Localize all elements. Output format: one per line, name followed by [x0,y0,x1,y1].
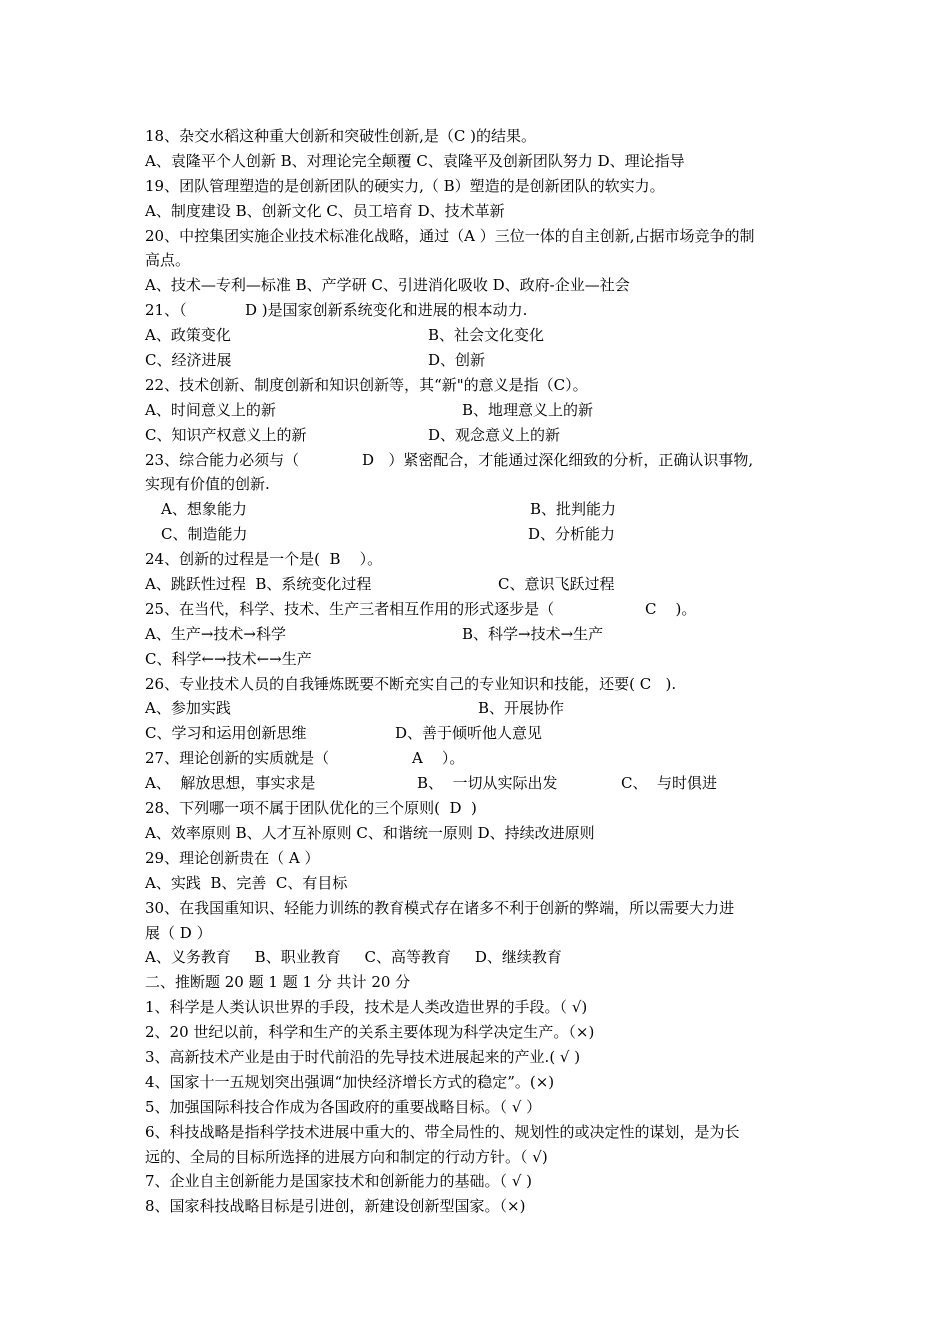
line-text: C、制造能力 [161,525,248,544]
text-line [145,1194,825,1219]
line-text: 30、在我国重知识、轻能力训练的教育模式存在诸多不利于创新的弊端，所以需要大力进 [145,898,735,917]
line-text: A、技术—专利—标准 B、产学研 C、引进消化吸收 D、政府-企业—社会 [145,276,630,295]
line-text: 27、理论创新的实质就是（ [145,749,330,768]
line-column-text: B、开展协作 [478,699,565,718]
line-text: A、实践 B、完善 C、有目标 [145,873,348,892]
line-text: 24、创新的过程是一个是( B ）。 [145,550,383,569]
text-line [145,746,825,771]
line-text: A、制度建设 B、创新文化 C、员工培育 D、技术革新 [145,201,505,220]
text-line [145,871,825,896]
line-text: 实现有价值的创新. [145,475,270,494]
text-line [145,771,825,796]
text-line [145,945,825,970]
line-text: 4、国家十一五规划突出强调“加快经济增长方式的稳定”。(×) [145,1072,555,1091]
text-line [145,622,825,647]
text-line [145,373,825,398]
text-line [145,248,825,273]
text-line [145,647,825,672]
line-column-text: D ）紧密配合，才能通过深化细致的分析，正确认识事物, [362,450,754,469]
line-text: 1、科学是人类认识世界的手段，技术是人类改造世界的手段。（ √) [145,998,588,1017]
line-text: C、知识产权意义上的新 [145,425,307,444]
line-text: A、效率原则 B、人才互补原则 C、和谐统一原则 D、持续改进原则 [145,823,595,842]
line-text: 21、（ [145,301,187,320]
text-line [145,149,825,174]
text-line [145,1020,825,1045]
text-line [145,896,825,921]
text-line [145,423,825,448]
line-column-text: C、意识飞跃过程 [498,575,615,594]
line-text: 6、科技战略是指科学技术进展中重大的、带全局性的、规划性的或决定性的谋划，是为长 [145,1122,740,1141]
text-line [145,323,825,348]
line-text: 7、企业自主创新能力是国家技术和创新能力的基础。（ √ ) [145,1172,532,1191]
line-text: 28、下列哪一项不属于团队优化的三个原则( D ) [145,799,477,818]
text-line [145,224,825,249]
text-line [145,1169,825,1194]
line-text: 3、高新技术产业是由于时代前沿的先导技术进展起来的产业.( √ ) [145,1047,581,1066]
line-text: 22、技术创新、制度创新和知识创新等，其“新"的意义是指（C）。 [145,375,588,394]
line-column-text: D、创新 [428,351,486,370]
line-text: 高点。 [145,251,191,270]
line-text: 18、杂交水稻这种重大创新和突破性创新,是（C )的结果。 [145,127,536,145]
text-line [145,597,825,622]
line-column-text: B、批判能力 [530,500,617,519]
line-text: 20、中控集团实施企业技术标准化战略，通过（A ）三位一体的自主创新,占据市场竞争的制 [145,226,755,245]
text-line [145,1120,825,1145]
text-line [145,1070,825,1095]
line-text: 2、20 世纪以前，科学和生产的关系主要体现为科学决定生产。（×) [145,1023,595,1042]
line-text: C、科学←→技术←→生产 [145,649,312,668]
line-column-text: B、科学→技术→生产 [462,624,604,643]
text-line [145,199,825,224]
line-column-text: D )是国家创新系统变化和进展的根本动力. [245,301,528,320]
line-column-text: D、善于倾听他人意见 [395,724,543,743]
line-column-text: C )。 [645,599,697,618]
line-column-text: B、地理意义上的新 [462,400,594,419]
text-line [145,398,825,423]
line-text: 25、在当代，科学、技术、生产三者相互作用的形式逐步是（ [145,599,555,618]
text-line [145,497,825,522]
line-column-text: B、社会文化变化 [428,326,545,345]
line-text: A、时间意义上的新 [145,400,276,419]
line-text: 展（ D ） [145,923,212,942]
line-text: A、跳跃性过程 B、系统变化过程 [145,575,372,594]
text-line [145,174,825,199]
text-line [145,273,825,298]
text-line [145,796,825,821]
line-text: 19、团队管理塑造的是创新团队的硬实力,（ B）塑造的是创新团队的软实力。 [145,176,665,195]
line-text: A、参加实践 [145,699,231,718]
line-column-text: D、分析能力 [528,525,616,544]
line-column-text: C、 与时俱进 [621,774,718,793]
text-line [145,1045,825,1070]
text-line [145,672,825,697]
text-line [145,124,825,149]
line-text: C、经济进展 [145,351,232,370]
line-text: 二、推断题 20 题 1 题 1 分 共计 20 分 [145,973,411,992]
line-text: A、生产→技术→科学 [145,624,286,643]
line-text: A、义务教育 B、职业教育 C、高等教育 D、继续教育 [145,948,562,967]
text-line [145,547,825,572]
text-line [145,696,825,721]
line-text: 8、国家科技战略目标是引进创，新建设创新型国家。（×) [145,1197,526,1216]
text-line [145,572,825,597]
line-column-text: A ）。 [412,749,465,768]
document-page [145,124,825,1219]
text-line [145,348,825,373]
line-text: C、学习和运用创新思维 [145,724,307,743]
text-line [145,448,825,473]
line-text: 26、专业技术人员的自我锤炼既要不断充实自己的专业知识和技能，还要( C ). [145,674,677,693]
line-text: A、袁隆平个人创新 B、对理论完全颠覆 C、袁隆平及创新团队努力 D、理论指导 [145,151,685,170]
line-text: 5、加强国际科技合作成为各国政府的重要战略目标。（ √ ） [145,1097,542,1116]
line-text: A、想象能力 [161,500,247,519]
text-line [145,522,825,547]
line-column-text: D、观念意义上的新 [428,425,561,444]
text-line [145,821,825,846]
text-line [145,846,825,871]
text-line [145,995,825,1020]
line-text: A、政策变化 [145,326,231,345]
text-line [145,921,825,946]
line-text: A、 解放思想，事实求是 [145,774,316,793]
text-line [145,721,825,746]
text-line [145,472,825,497]
text-line [145,970,825,995]
line-text: 远的、全局的目标所选择的进展方向和制定的行动方针。（ √) [145,1147,548,1166]
line-column-text: B、 一切从实际出发 [417,774,558,793]
text-line [145,1095,825,1120]
text-line [145,1145,825,1170]
line-text: 29、理论创新贵在（ A ） [145,848,320,867]
line-text: 23、综合能力必须与（ [145,450,300,469]
text-line [145,298,825,323]
